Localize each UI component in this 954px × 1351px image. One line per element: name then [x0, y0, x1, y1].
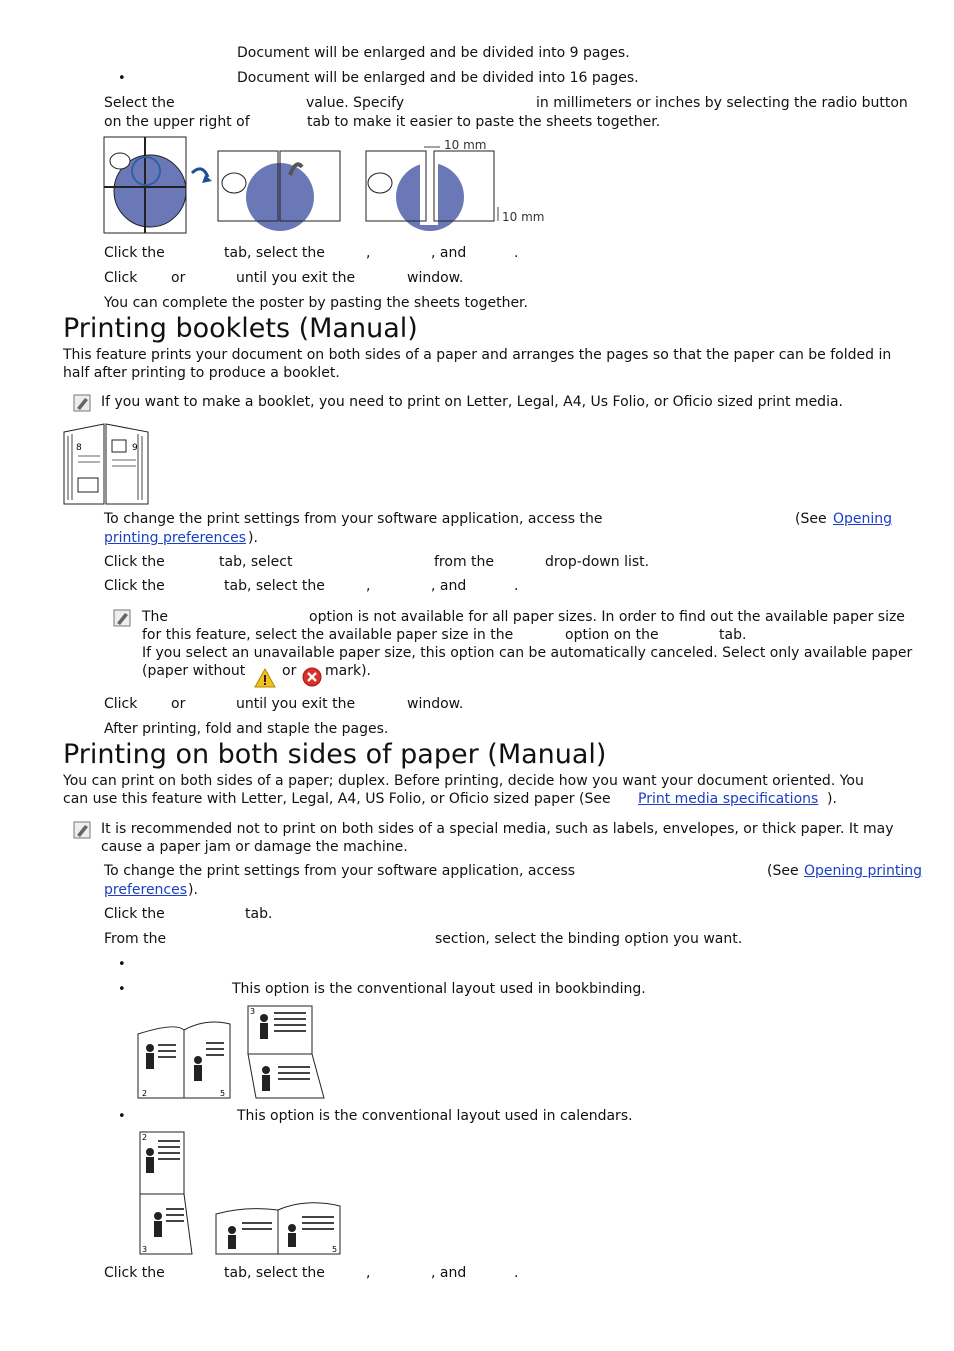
booklet-step3-a: Click the — [104, 578, 165, 594]
poster-overlap-text-b: value. Specify — [306, 95, 405, 111]
duplex-step2-b: tab. — [245, 906, 273, 922]
long-page-2: 2 — [142, 1089, 148, 1098]
poster-overlap-text-e: tab to make it easier to paste the sheets together. — [307, 114, 661, 130]
booklet-note2-b: option is not available for all paper sizes. In order to find out the available paper size — [309, 609, 905, 625]
warning-icon — [254, 668, 276, 688]
duplex-note: It is recommended not to print on both sides of a special media, such as labels, envelopes, or thick paper. It may cause a paper jam or damage the machine. — [101, 821, 894, 855]
booklet-note2-f: If you select an unavailable paper size, this option can be automatically canceled. Select only available paper — [142, 645, 913, 661]
poster-step-comma: , — [366, 245, 371, 261]
link-opening-printing-part2[interactable]: preferences — [104, 882, 188, 898]
duplex-intro-line2: can use this feature with Letter, Legal, A4, US Folio, or Oficio sized paper (See — [63, 791, 611, 807]
duplex-step1-end: ). — [188, 882, 198, 898]
booklet-note: If you want to make a booklet, you need to print on Letter, Legal, A4, Us Folio, or Oficio sized print media. — [101, 394, 843, 410]
duplex-long-edge-text: This option is the conventional layout used in bookbinding. — [232, 981, 646, 997]
booklet-note2-a: The — [142, 609, 169, 625]
booklet-step4-until: until you exit the — [236, 696, 356, 712]
poster-overlap-text-a: Select the — [104, 95, 175, 111]
bullet: • — [118, 1109, 126, 1124]
booklet-step4-window: window. — [407, 696, 464, 712]
link-opening-printing-preferences-part1[interactable]: Opening — [833, 511, 893, 527]
poster-click-ok-a: Click — [104, 270, 138, 286]
note-icon — [73, 394, 91, 412]
duplex-heading: Printing on both sides of paper (Manual) — [63, 739, 607, 770]
booklet-step2-a: Click the — [104, 554, 165, 570]
error-icon — [302, 667, 322, 687]
booklet-step4-or: or — [171, 696, 186, 712]
booklet-step4-a: Click — [104, 696, 138, 712]
booklet-step3-period: . — [514, 578, 519, 594]
dim-top-label: 10 mm — [444, 138, 487, 152]
poster-click-or: or — [171, 270, 186, 286]
booklet-step2-c: from the — [434, 554, 495, 570]
bullet: • — [118, 982, 126, 997]
booklet-note2-e: tab. — [719, 627, 747, 643]
duplex-short-edge-text: This option is the conventional layout used in calendars. — [237, 1108, 633, 1124]
duplex-intro-line1: You can print on both sides of a paper; duplex. Before printing, decide how you want your document oriented. You — [63, 773, 864, 789]
duplex-step2-a: Click the — [104, 906, 165, 922]
short-page-5: 5 — [332, 1245, 338, 1254]
booklet-step3-b: tab, select the — [224, 578, 325, 594]
booklet-note2-g: (paper without — [142, 663, 246, 679]
duplex-step4-b: tab, select the — [224, 1265, 325, 1281]
poster-overlap-text-d: on the upper right of — [104, 114, 250, 130]
booklet-step2-b: tab, select — [219, 554, 293, 570]
duplex-step4-period: . — [514, 1265, 519, 1281]
poster-overlap-text-c: in millimeters or inches by selecting the radio button — [536, 95, 908, 111]
poster-16-pages-text: Document will be enlarged and be divided into 16 pages. — [237, 70, 639, 86]
booklet-step1-end: ). — [248, 530, 258, 546]
short-edge-illustration — [136, 1130, 346, 1258]
poster-step-period: . — [514, 245, 519, 261]
booklet-illustration — [62, 420, 152, 506]
long-page-5: 5 — [220, 1089, 226, 1098]
bullet: • — [118, 957, 126, 972]
poster-sheets-figure — [218, 151, 340, 231]
booklet-note2-c: for this feature, select the available paper size in the — [142, 627, 514, 643]
duplex-step1-see: (See — [767, 863, 799, 879]
poster-complete-text: You can complete the poster by pasting the sheets together. — [104, 295, 528, 311]
poster-step-click-tab-a: Click the — [104, 245, 165, 261]
booklet-page-9: 9 — [132, 443, 138, 453]
duplex-step4-a: Click the — [104, 1265, 165, 1281]
booklet-step3-and: , and — [431, 578, 467, 594]
booklet-note2-d: option on the — [565, 627, 659, 643]
duplex-step4-and: , and — [431, 1265, 467, 1281]
link-print-media-specifications[interactable]: Print media specifications — [638, 791, 819, 807]
duplex-intro-end: ). — [827, 791, 837, 807]
poster-step-and: , and — [431, 245, 467, 261]
duplex-step3-b: section, select the binding option you want. — [435, 931, 743, 947]
short-page-2: 2 — [142, 1133, 148, 1142]
duplex-step1-text: To change the print settings from your software application, access — [104, 863, 576, 879]
short-page-3: 3 — [142, 1245, 148, 1254]
booklet-step5: After printing, fold and staple the pages. — [104, 721, 389, 737]
poster-window: window. — [407, 270, 464, 286]
poster-split-figure — [104, 137, 212, 233]
booklet-heading: Printing booklets (Manual) — [63, 313, 418, 344]
dim-right-label: 10 mm — [502, 210, 545, 224]
booklet-note2-h: or — [282, 663, 297, 679]
poster-overlap-illustration — [102, 135, 562, 237]
duplex-step4-comma: , — [366, 1265, 371, 1281]
poster-until-exit: until you exit the — [236, 270, 356, 286]
note-icon — [113, 609, 131, 627]
booklet-note2-i: mark). — [325, 663, 371, 679]
long-edge-illustration — [136, 1004, 328, 1100]
poster-step-click-tab-b: tab, select the — [224, 245, 325, 261]
booklet-step1-see: (See — [795, 511, 827, 527]
link-opening-printing-preferences-part2[interactable]: printing preferences — [104, 530, 247, 546]
duplex-step3-a: From the — [104, 931, 167, 947]
bullet: • — [118, 71, 126, 86]
poster-9-pages-text: Document will be enlarged and be divided into 9 pages. — [237, 45, 630, 61]
booklet-step1-text: To change the print settings from your software application, access the — [104, 511, 603, 527]
booklet-step2-d: drop-down list. — [545, 554, 650, 570]
note-icon — [73, 821, 91, 839]
booklet-step3-comma: , — [366, 578, 371, 594]
booklet-intro: This feature prints your document on both sides of a paper and arranges the pages so that the paper can be folded in half after printing to produce a booklet. — [63, 347, 892, 381]
poster-margin-figure — [366, 145, 498, 231]
link-opening-printing-part1[interactable]: Opening printing — [804, 863, 923, 879]
long-page-3: 3 — [250, 1007, 256, 1016]
booklet-page-8: 8 — [76, 443, 82, 453]
